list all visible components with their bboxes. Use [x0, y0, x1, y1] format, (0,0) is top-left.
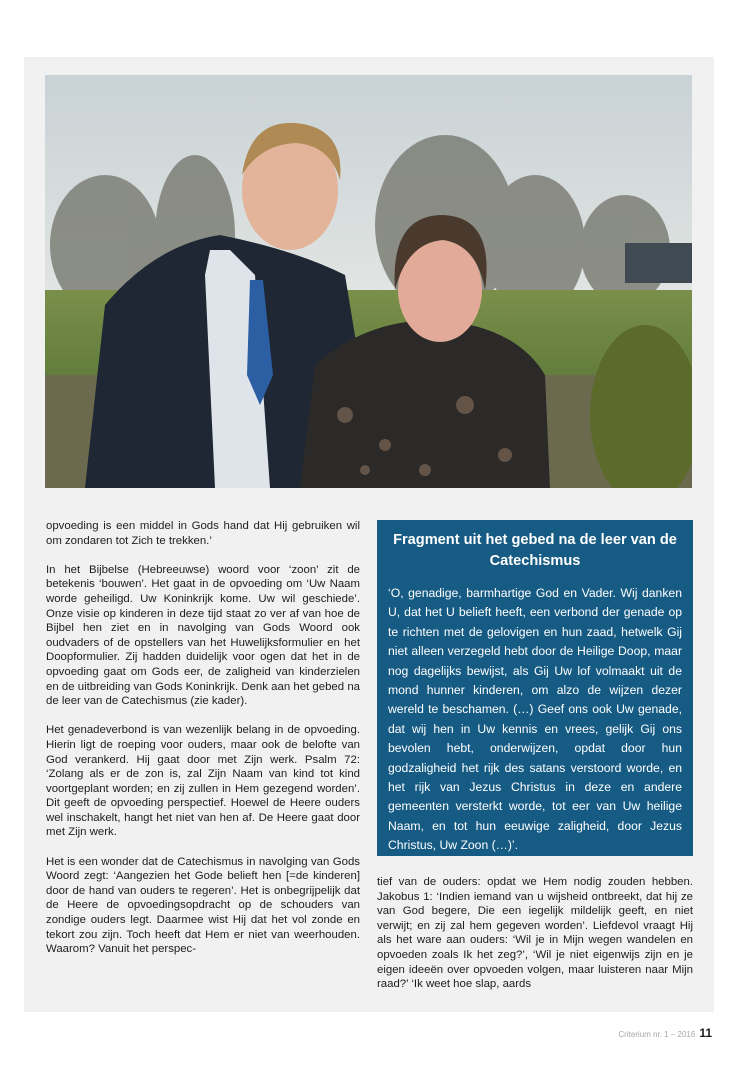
paragraph: Het is een wonder dat de Catechismus in navolging van Gods Woord zegt: ‘Aangezien het Gode belieft hen [=de kinderen] door de hand van ouders te regeren’. Het is onbegrijpelijk dat de Heere de opvoedingsopdracht op de schouders van zondige ouders legt. Daarmee wist Hij dat het vol zonde en tekort zou zijn. Toch heeft dat Hem er niet van weerhouden. Waarom? Vanuit het perspec- [46, 855, 360, 956]
prayer-box [377, 520, 693, 856]
portrait-photo [45, 75, 692, 488]
right-column [377, 875, 693, 992]
magazine-issue: Criterium nr. 1 – 2016 [618, 1030, 696, 1039]
paragraph: tief van de ouders: opdat we Hem nodig zouden hebben. Jakobus 1: ‘Indien iemand van u wijsheid ontbreekt, dat hij ze van God begere, Die een iegelijk mildelijk geeft, en niet verwijt; en zij zal hem gegeven worden’. Liefdevol vraagt Hij als het ware aan ouders: ‘Wil je in Mijn wegen wandelen en opvoeden zoals Ik het zeg?’, ‘Wil je niet eigenwijs zijn en je eigen ideeën over opvoeden volgen, maar luisteren naar Mijn raad?’ ‘Ik weet hoe slap, aards [377, 876, 693, 991]
prayer-box-text: ‘O, genadige, barmhartige God en Vader. Wij danken U, dat het U belieft heeft, een verbond der genade op te richten met de gelovigen en hun zaad, hetwelk Gij niet alleen verzegeld hebt door de Heilige Doop, maar nog dagelijks bewijst, als Gij Uw lof volmaakt uit de mond hunner kinderen, om alzo de wijzen dezer wereld te beschamen. (…) Geef ons ook Uw genade, dat wij hen in Uw kennis en vrees, gelijk Gij ons bevolen hebt, onderwijzen, opdat door hun godzaligheid het rijk des satans verstoord worde, en het rijk van Jezus Christus in deze en andere gemeenten versterkt worde, tot eer van Uw heilige Naam, en tot hun eeuwige zaligheid, door Jezus Christus, Uw Zoon (…)’. [388, 586, 682, 853]
prayer-box-title: Fragment uit het gebed na de leer van de Catechismus [393, 532, 677, 569]
paragraph: opvoeding is een middel in Gods hand dat Hij gebruiken wil om zondaren tot Zich te trekken.’ [46, 520, 360, 547]
paragraph: In het Bijbelse (Hebreeuwse) woord voor ‘zoon’ zit de betekenis ‘bouwen’. Het gaat in de opvoeding om ‘Uw Naam worde geheiligd. Uw Koninkrijk kome. Uw wil geschiede’. Onze visie op kinderen in deze tijd staat zo ver af van hoe de Bijbel hen ziet en in navolging van Gods Woord ook oudvaders of de opstellers van het Huwelijksformulier en het Doopformulier. Zij hadden duidelijk voor ogen dat het in de opvoeding gaat om Gods eer, de zaligheid van kinderzielen en de uitbreiding van Gods Koninkrijk. Denk aan het gebed na de leer van de Catechismus (zie kader). [46, 563, 360, 708]
page-number: 11 [699, 1026, 712, 1040]
left-column [46, 519, 360, 957]
page-footer [618, 1026, 712, 1040]
paragraph: Het genadeverbond is van wezenlijk belang in de opvoeding. Hierin ligt de roeping voor ouders, maar ook de belofte van God verankerd. Hij gaat door met Zijn werk. Psalm 72: ‘Zolang als er de zon is, zal Zijn Naam van kind tot kind voortgeplant worden; en zij zullen in Hem gezegend worden’. Dit geeft de opvoeding perspectief. Hoewel de Heere ouders wel inschakelt, hangt het niet van hen af. De Heere gaat door met Zijn werk. [46, 724, 360, 839]
farm-building [625, 243, 692, 283]
photo-illustration [45, 75, 692, 488]
